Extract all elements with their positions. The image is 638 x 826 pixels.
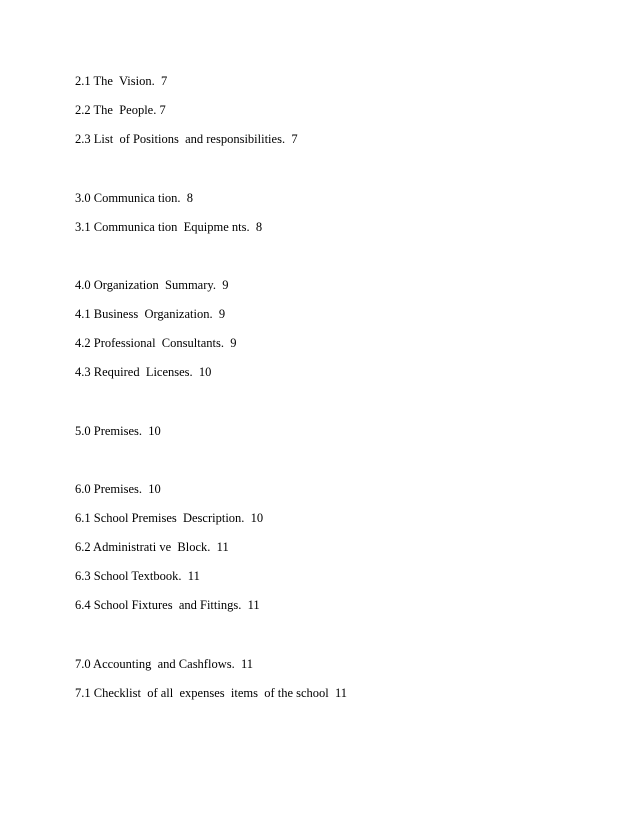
toc-entry-6-2: 6.2 Administrati ve Block. 11	[75, 540, 229, 554]
toc-entry-2-1: 2.1 The Vision. 7	[75, 74, 168, 88]
toc-entry-6-3: 6.3 School Textbook. 11	[75, 569, 200, 583]
toc-entry-7-0: 7.0 Accounting and Cashflows. 11	[75, 657, 253, 671]
toc-entry-6-0: 6.0 Premises. 10	[75, 482, 161, 496]
toc-entry-7-1: 7.1 Checklist of all expenses items of the school 11	[75, 686, 348, 700]
toc-entry-5-0: 5.0 Premises. 10	[75, 424, 161, 438]
toc-entry-3-0: 3.0 Communica tion. 8	[75, 191, 194, 205]
toc-entry-6-1: 6.1 School Premises Description. 10	[75, 511, 264, 525]
toc-entry-4-2: 4.2 Professional Consultants. 9	[75, 336, 237, 350]
toc-entry-2-2: 2.2 The People. 7	[75, 103, 166, 117]
toc-entry-4-1: 4.1 Business Organization. 9	[75, 307, 226, 321]
toc-entry-4-3: 4.3 Required Licenses. 10	[75, 365, 212, 379]
toc-entry-3-1: 3.1 Communica tion Equipme nts. 8	[75, 220, 263, 234]
toc-entry-6-4: 6.4 School Fixtures and Fittings. 11	[75, 598, 260, 612]
toc-entry-2-3: 2.3 List of Positions and responsibilities. 7	[75, 132, 298, 146]
toc-entry-4-0: 4.0 Organization Summary. 9	[75, 278, 229, 292]
